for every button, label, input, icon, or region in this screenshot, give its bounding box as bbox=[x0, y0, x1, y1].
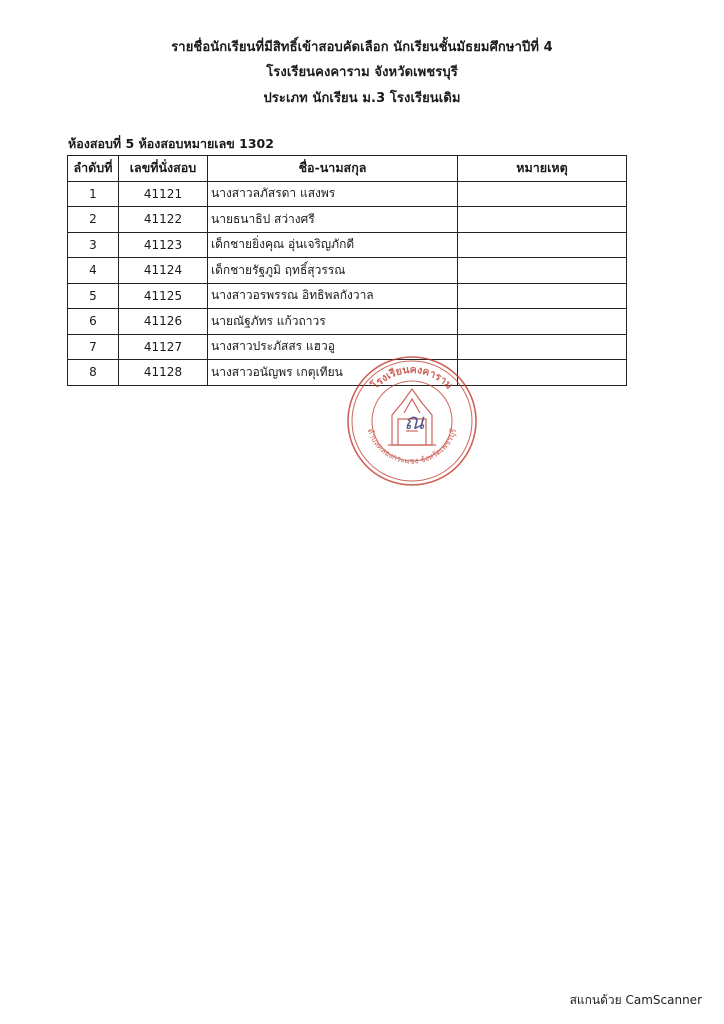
row-order: 7 bbox=[68, 334, 119, 360]
seal-top-text: โรงเรียนคงคาราม bbox=[369, 363, 455, 392]
table-row bbox=[68, 360, 627, 386]
seal-signature-mark: ณ bbox=[404, 410, 425, 435]
column-header-order: ลำดับที่ bbox=[68, 156, 119, 182]
row-order: 5 bbox=[68, 283, 119, 309]
row-name: นางสาวประภัสสร แฮวอู bbox=[208, 334, 458, 360]
row-seat: 41126 bbox=[119, 309, 208, 335]
row-note bbox=[458, 232, 627, 258]
row-order: 3 bbox=[68, 232, 119, 258]
row-seat: 41123 bbox=[119, 232, 208, 258]
school-name: โรงเรียนคงคาราม จังหวัดเพชรบุรี bbox=[266, 65, 458, 80]
row-seat: 41128 bbox=[119, 360, 208, 386]
row-note bbox=[458, 283, 627, 309]
seal-bottom-text: ตำบลคลองกระแชง จังหวัดเพชรบุรี bbox=[365, 427, 459, 466]
row-seat: 41124 bbox=[119, 258, 208, 284]
row-note bbox=[458, 258, 627, 284]
scanner-watermark: สแกนด้วย CamScanner bbox=[569, 993, 702, 1007]
row-seat: 41122 bbox=[119, 207, 208, 233]
row-seat: 41125 bbox=[119, 283, 208, 309]
row-name: นายธนาธิป สว่างศรี bbox=[208, 207, 458, 233]
student-roster-table bbox=[67, 155, 627, 386]
table-row bbox=[68, 207, 627, 233]
row-name: เด็กชายยิ่งคุณ อุ่นเจริญภักดี bbox=[208, 232, 458, 258]
table-row bbox=[68, 258, 627, 284]
row-seat: 41127 bbox=[119, 334, 208, 360]
document-title: รายชื่อนักเรียนที่มีสิทธิ์เข้าสอบคัดเลือก นักเรียนชั้นมัธยมศึกษาปีที่ 4 bbox=[171, 40, 553, 55]
table-row bbox=[68, 283, 627, 309]
student-category: ประเภท นักเรียน ม.3 โรงเรียนเดิม bbox=[263, 91, 461, 106]
row-name: นางสาวอรพรรณ อิทธิพลกังวาล bbox=[208, 283, 458, 309]
row-order: 8 bbox=[68, 360, 119, 386]
table-row bbox=[68, 334, 627, 360]
row-note bbox=[458, 334, 627, 360]
row-name: เด็กชายรัฐภูมิ ฤทธิ์สุวรรณ bbox=[208, 258, 458, 284]
row-note bbox=[458, 360, 627, 386]
exam-room-label: ห้องสอบที่ 5 ห้องสอบหมายเลข 1302 bbox=[68, 136, 274, 151]
table-row bbox=[68, 181, 627, 207]
row-name: นางสาวอนัญพร เกตุเทียน bbox=[208, 360, 458, 386]
row-note bbox=[458, 181, 627, 207]
table-row bbox=[68, 232, 627, 258]
row-seat: 41121 bbox=[119, 181, 208, 207]
column-header-note: หมายเหตุ bbox=[458, 156, 627, 182]
table-row bbox=[68, 309, 627, 335]
row-order: 4 bbox=[68, 258, 119, 284]
row-order: 1 bbox=[68, 181, 119, 207]
column-header-seat: เลขที่นั่งสอบ bbox=[119, 156, 208, 182]
column-header-name: ชื่อ-นามสกุล bbox=[208, 156, 458, 182]
table-header-row bbox=[68, 156, 627, 182]
row-order: 6 bbox=[68, 309, 119, 335]
row-name: นายณัฐภัทร แก้วถาวร bbox=[208, 309, 458, 335]
seal-emblem bbox=[388, 389, 436, 445]
row-note bbox=[458, 207, 627, 233]
row-name: นางสาวลภัสรดา แสงพร bbox=[208, 181, 458, 207]
row-note bbox=[458, 309, 627, 335]
row-order: 2 bbox=[68, 207, 119, 233]
